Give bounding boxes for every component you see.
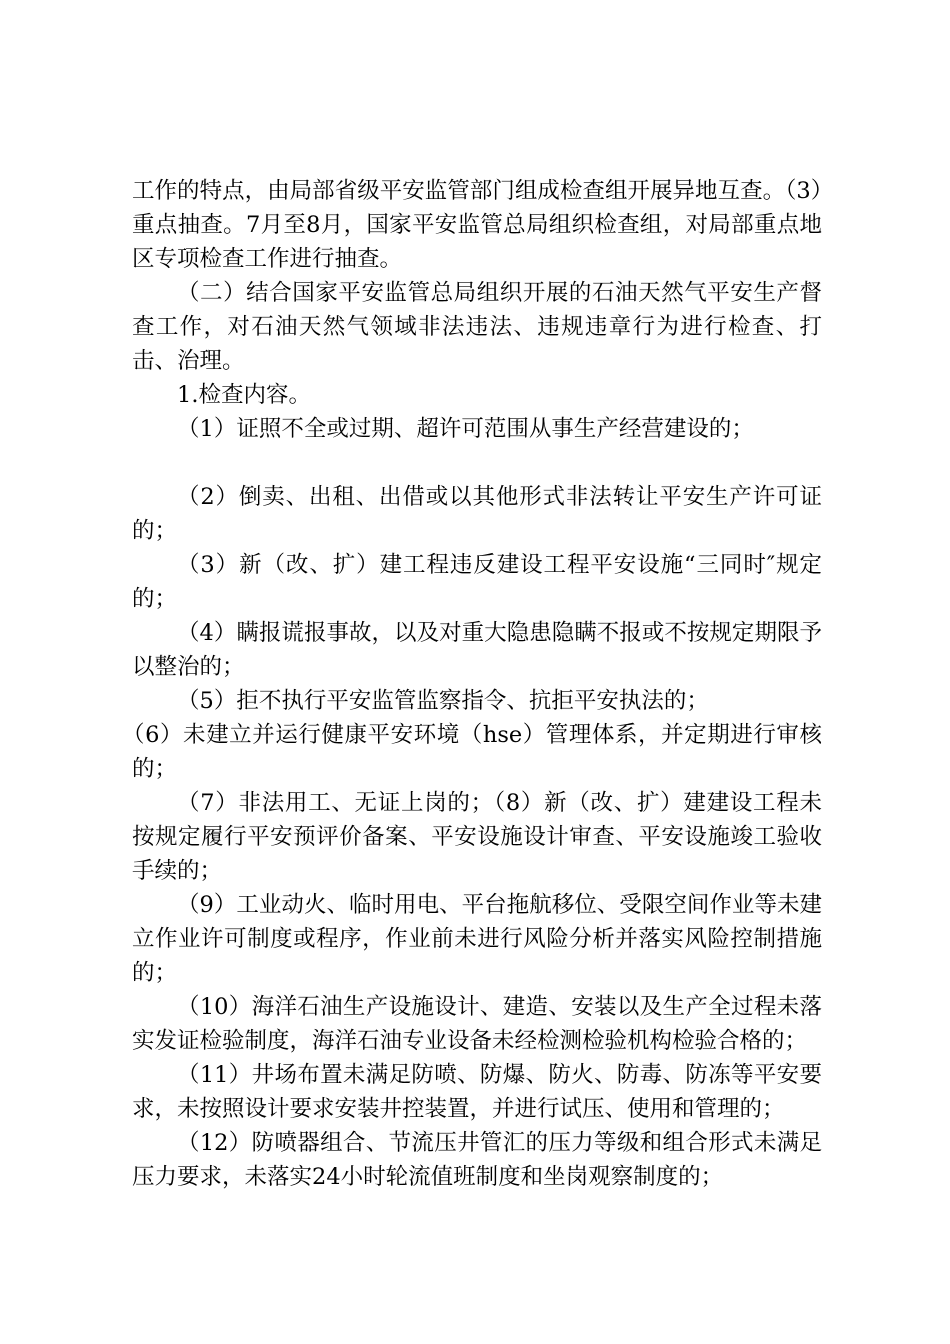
paragraph-item-10: （10）海洋石油生产设施设计、建造、安装以及生产全过程未落实发证检验制度，海洋石油专业设备未经检测检验机构检验合格的； <box>132 994 822 1054</box>
paragraph-item-7-8: （7）非法用工、无证上岗的；（8）新（改、扩）建建设工程未按规定履行平安预评价备案、平安设施设计审查、平安设施竣工验收手续的； <box>132 790 822 884</box>
paragraph-inspection-content-heading: 1.检查内容。 <box>177 382 311 408</box>
paragraph-item-6: （6）未建立并运行健康平安环境（hse）管理体系，并定期进行审核的； <box>122 722 822 782</box>
document-body <box>122 174 822 1194</box>
paragraph-item-9: （9）工业动火、临时用电、平台拖航移位、受限空间作业等未建立作业许可制度或程序，作业前未进行风险分析并落实风险控制措施的； <box>132 892 822 986</box>
paragraph-inspection-intro: 工作的特点，由局部省级平安监管部门组成检查组开展异地互查。（3）重点抽查。7月至8月，国家平安监管总局组织检查组，对局部重点地区专项检查工作进行抽查。 <box>132 178 822 272</box>
paragraph-item-11: （11）井场布置未满足防喷、防爆、防火、防毒、防冻等平安要求，未按照设计要求安装井控装置，并进行试压、使用和管理的； <box>132 1062 822 1122</box>
paragraph-item-5: （5）拒不执行平安监管监察指令、抗拒平安执法的； <box>177 688 709 714</box>
paragraph-item-4: （4）瞒报谎报事故，以及对重大隐患隐瞒不报或不按规定期限予以整治的； <box>132 620 822 680</box>
paragraph-item-3: （3）新（改、扩）建工程违反建设工程平安设施“三同时″规定的； <box>132 552 822 612</box>
paragraph-item-12: （12）防喷器组合、节流压井管汇的压力等级和组合形式未满足压力要求，未落实24小时轮流值班制度和坐岗观察制度的； <box>132 1130 822 1190</box>
paragraph-section-two: （二）结合国家平安监管总局组织开展的石油天然气平安生产督查工作，对石油天然气领域非法违法、违规违章行为进行检查、打击、治理。 <box>132 280 822 374</box>
paragraph-item-2: （2）倒卖、出租、出借或以其他形式非法转让平安生产许可证的； <box>132 484 822 544</box>
paragraph-item-1: （1）证照不全或过期、超许可范围从事生产经营建设的； <box>177 416 754 442</box>
